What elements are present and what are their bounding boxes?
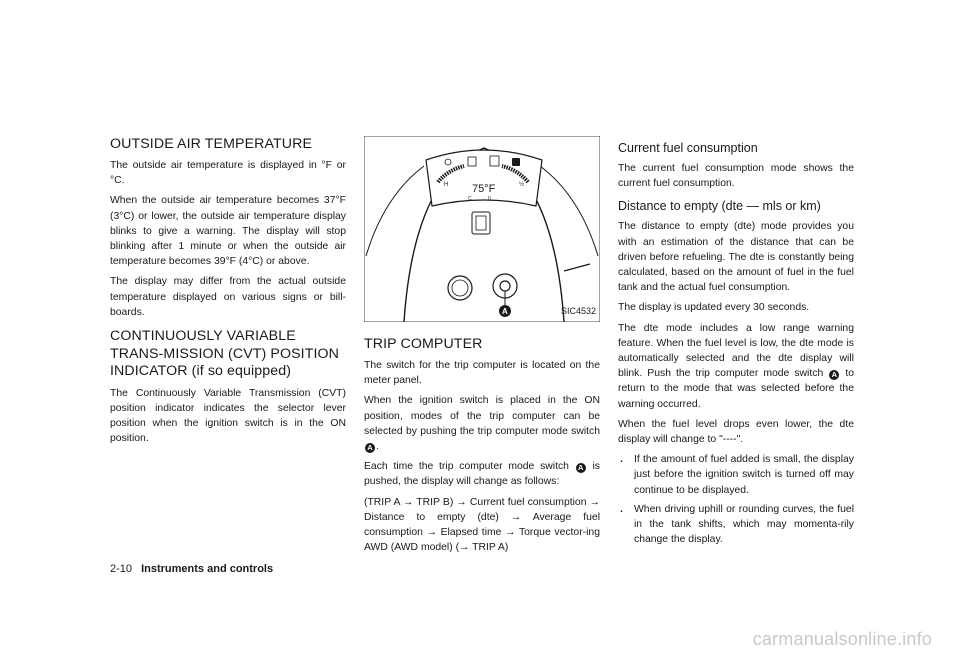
oat-heading: OUTSIDE AIR TEMPERATURE	[110, 136, 313, 152]
cvt-paragraph-1: The Continuously Variable Transmission (CVT) position indicator indicates the selector lever position when the ignition switch is in the ON position.	[110, 387, 346, 445]
trip-paragraph-2-end: .	[376, 441, 379, 453]
trip-paragraph-1: The switch for the trip computer is located on the meter panel.	[364, 360, 600, 387]
dte-paragraph-3-end: to return to the mode that was selected before the warning occurred.	[618, 368, 854, 410]
figure-callout-label: A	[502, 307, 508, 316]
svg-text:C: C	[468, 196, 472, 202]
left-column	[110, 136, 346, 451]
trip-paragraph-3-end: is pushed, the display will change as follows:	[364, 461, 600, 488]
oat-paragraph-2: When the outside air temperature becomes 37°F (3°C) or lower, the outside air temperature display blinks to give a warning. The display will stop blinking after 1 minute or when the outside air temperature becomes 39°F (4°C) or above.	[110, 195, 346, 268]
dte-paragraph-2: The display is updated every 30 seconds.	[618, 302, 810, 314]
current-fuel-heading: Current fuel consumption	[618, 141, 758, 155]
dte-paragraph-3	[618, 321, 854, 412]
oat-paragraph-1: The outside air temperature is displayed in °F or °C.	[110, 160, 346, 187]
svg-text:H: H	[444, 182, 449, 188]
current-fuel-paragraph: The current fuel consumption mode shows the current fuel consumption.	[618, 163, 854, 190]
figure-temperature-readout: 75°F	[472, 183, 496, 195]
svg-text:0: 0	[488, 196, 491, 202]
dte-paragraph-1: The distance to empty (dte) mode provides you with an estimation of the distance that can be driven before refueling. The dte is constantly being calculated, based on the amount of fuel in the fuel tank and the actual fuel consumption.	[618, 221, 854, 294]
dte-paragraph-3-text: The dte mode includes a low range warning feature. When the fuel level is low, the dte mode is automatically selected and the dte display will blink. Push the trip computer mode switch	[618, 322, 854, 380]
svg-text:½: ½	[519, 182, 525, 188]
trip-computer-heading: TRIP COMPUTER	[364, 336, 483, 352]
list-item	[618, 502, 854, 548]
trip-paragraph-2-text: When the ignition switch is placed in the ON position, modes of the trip computer can be selected by pushing the trip computer mode switch	[364, 395, 600, 437]
bullet-2-text: When driving uphill or rounding curves, the fuel in the tank shifts, which may momenta-rily change the display.	[634, 503, 854, 546]
cvt-heading: CONTINUOUSLY VARIABLE TRANS-MISSION (CVT) POSITION INDICATOR (if so equipped)	[110, 328, 340, 380]
callout-a-icon: A	[576, 463, 586, 473]
callout-a-icon: A	[829, 370, 839, 380]
bullet-1-text: If the amount of fuel added is small, the display just before the ignition switch is turned off may continue to be displayed.	[634, 454, 854, 496]
dte-heading: Distance to empty (dte — mls or km)	[618, 199, 821, 214]
meter-panel-illustration	[364, 136, 600, 322]
oat-paragraph-3: The display may differ from the actual outside temperature displayed on various signs or bill-boards.	[110, 276, 346, 318]
watermark: carmanualsonline.info	[752, 629, 932, 649]
bullet-mark: .	[620, 454, 623, 466]
dte-paragraph-4: When the fuel level drops even lower, the dte display will change to "----".	[618, 418, 854, 446]
list-item	[618, 452, 854, 498]
section-title: Instruments and controls	[141, 563, 274, 575]
figure-code: SIC4532	[560, 305, 596, 316]
callout-a-icon: A	[365, 443, 375, 453]
trip-paragraph-3-text: Each time the trip computer mode switch	[364, 461, 569, 473]
meter-panel-figure	[364, 136, 600, 322]
dte-bullet-list	[618, 452, 854, 547]
bullet-mark: .	[620, 503, 623, 515]
trip-paragraph-3	[364, 459, 600, 489]
page-number: 2-10	[110, 563, 133, 575]
trip-paragraph-4: (TRIP A → TRIP B) → Current fuel consumption → Distance to empty (dte) → Average fuel consumption → Elapsed time → Torque vector-ing AWD (AWD model) (→ TRIP A)	[364, 496, 600, 554]
middle-column	[364, 136, 600, 560]
right-column	[618, 136, 854, 551]
page-footer	[110, 563, 273, 575]
trip-paragraph-2	[364, 393, 600, 454]
